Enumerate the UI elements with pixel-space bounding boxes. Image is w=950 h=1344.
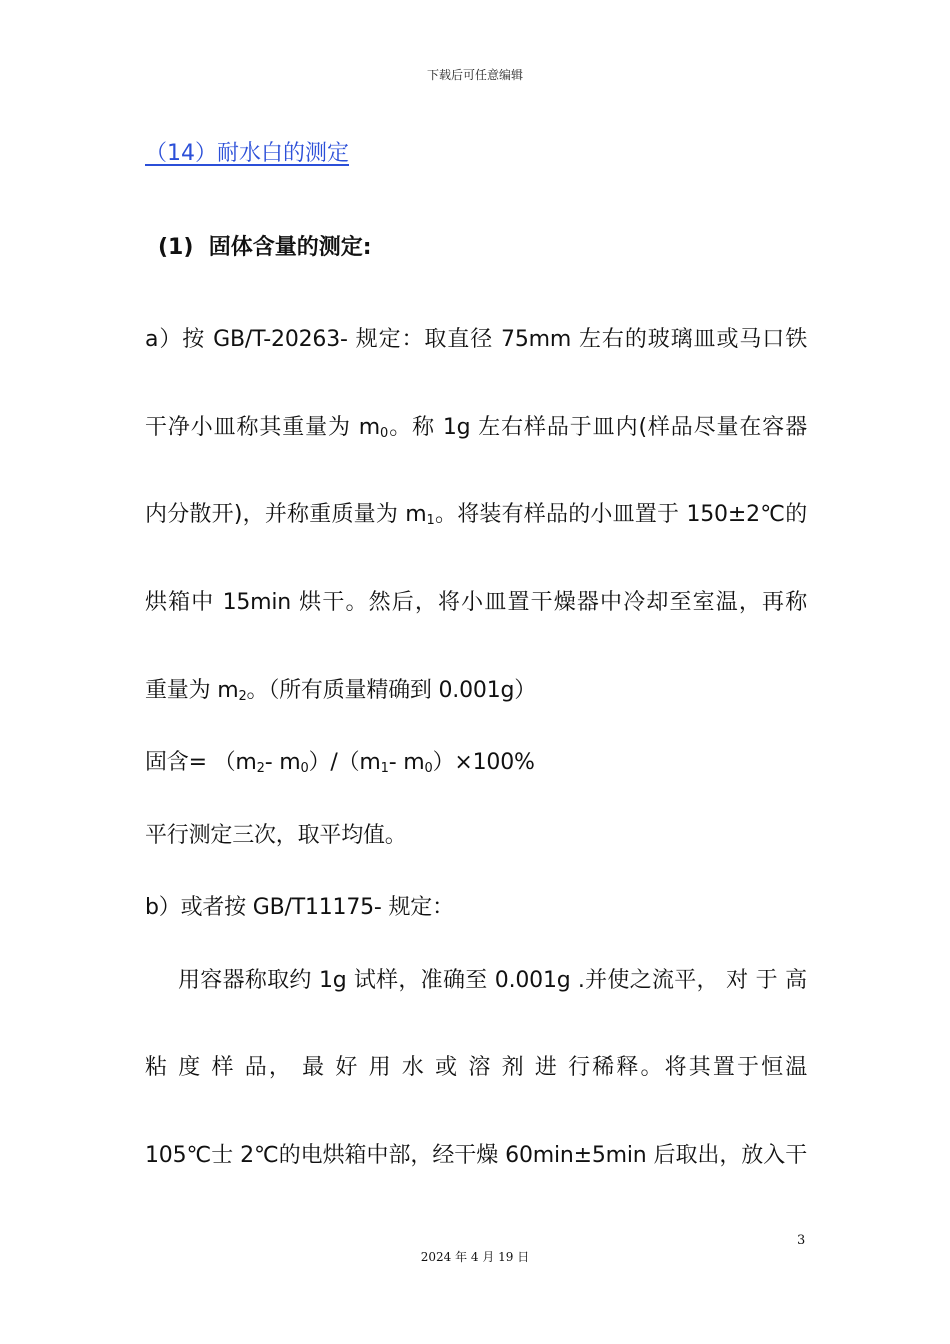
page-header: 下载后可任意编辑: [426, 68, 523, 82]
subscript: 1: [426, 513, 435, 528]
paragraph-line: [145, 497, 807, 528]
subscript: 0: [424, 761, 433, 776]
formula-text: - m: [388, 750, 425, 775]
text-run: 内分散开)，并称重质量为 m: [145, 502, 427, 527]
text-run: 。称 1g 左右样品于皿内(样品尽量在容器: [388, 415, 807, 440]
formula-line: [145, 745, 807, 776]
paragraph-line: [145, 673, 807, 704]
paragraph-line: a）按 GB/T-20263- 规定：取直径 75mm 左右的玻璃皿或马口铁: [145, 327, 807, 352]
paragraph-line: [145, 410, 807, 441]
page-number: 3: [797, 1233, 806, 1248]
formula-text: ）/（m: [308, 750, 381, 775]
paragraph-line: 用容器称取约 1g 试样，准确至 0.001g .并使之流平， 对 于 高: [178, 968, 807, 993]
subheading-solid-content: (1) 固体含量的测定:: [158, 235, 372, 260]
subscript: 2: [238, 689, 247, 704]
formula-text: - m: [264, 750, 301, 775]
paragraph-line: 105℃士 2℃的电烘箱中部，经干燥 60min±5min 后取出，放入干: [145, 1143, 807, 1168]
paragraph-line: 粘 度 样 品， 最 好 用 水 或 溶 剂 进 行稀释。将其置于恒温: [145, 1055, 807, 1080]
subscript: 0: [300, 761, 309, 776]
text-run: 。（所有质量精确到 0.001g）: [246, 678, 537, 703]
paragraph-line: 平行测定三次，取平均值。: [145, 823, 407, 848]
text-run: 重量为 m: [145, 678, 239, 703]
text-run: 干净小皿称其重量为 m: [145, 415, 381, 440]
text-run: 。将装有样品的小皿置于 150±2℃的: [434, 502, 807, 527]
subscript: 2: [256, 761, 265, 776]
subscript: 1: [380, 761, 389, 776]
paragraph-line: 烘箱中 15min 烘干。然后，将小皿置干燥器中冷却至室温，再称: [145, 590, 807, 615]
section-link-water-whitening[interactable]: （14）耐水白的测定: [145, 141, 349, 166]
footer-date: 2024 年 4 月 19 日: [420, 1250, 530, 1264]
paragraph-line: b）或者按 GB/T11175- 规定：: [145, 895, 454, 920]
subscript: 0: [380, 426, 389, 441]
formula-text: 固含= （m: [145, 750, 257, 775]
formula-text: ）×100%: [432, 750, 535, 775]
